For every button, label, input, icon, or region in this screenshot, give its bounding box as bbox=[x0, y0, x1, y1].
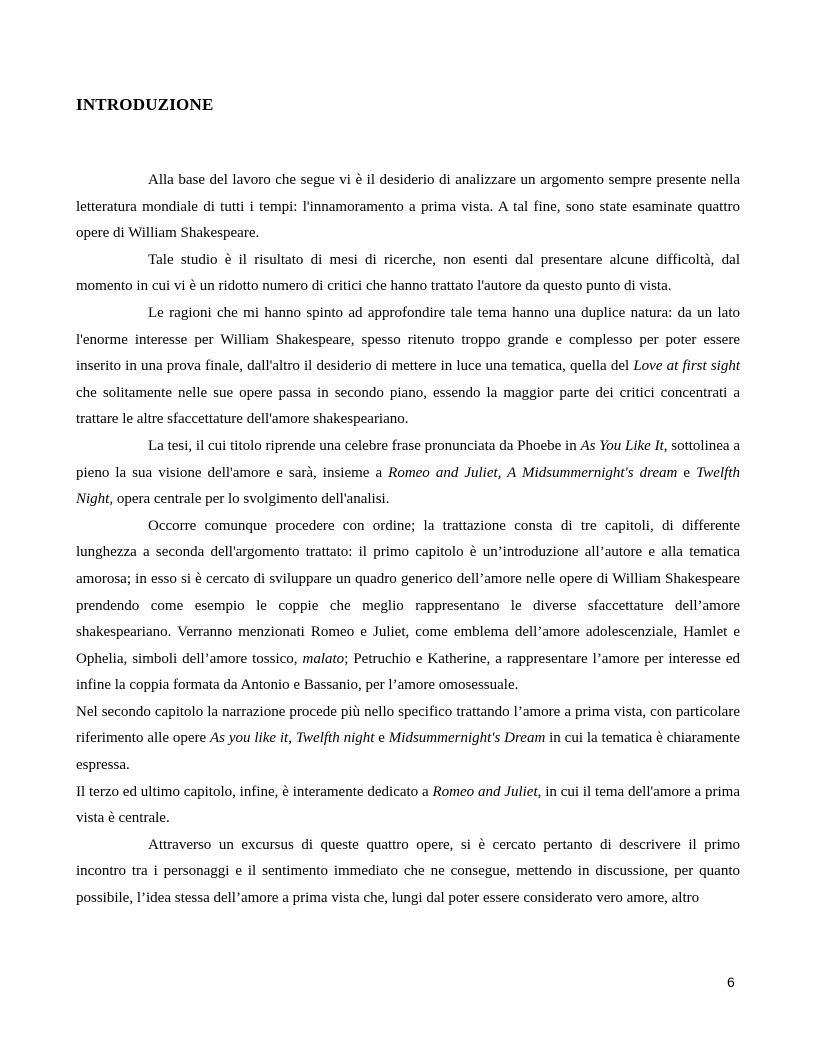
text-run: , in cui il tema dell'amore a prima vista è centrale. bbox=[76, 783, 740, 827]
page-number: 6 bbox=[727, 974, 735, 990]
italic-title: As You Like It bbox=[580, 437, 664, 454]
italic-title: As you like it, Twelfth night bbox=[210, 730, 375, 747]
text-run: che solitamente nelle sue opere passa in secondo piano, essendo la maggior parte dei critici concentrati a trattare le altre sfaccettature dell'amore shakespeariano. bbox=[76, 384, 740, 428]
italic-word: malato bbox=[302, 650, 345, 667]
paragraph-4 bbox=[76, 433, 740, 513]
paragraph-6 bbox=[76, 699, 740, 779]
text-run: e bbox=[374, 730, 389, 747]
italic-title: Midsummernight's Dream bbox=[388, 730, 546, 747]
text-run: La tesi, il cui titolo riprende una celebre frase pronunciata da Phoebe in bbox=[148, 437, 581, 454]
paragraph-8: Attraverso un excursus di queste quattro opere, si è cercato pertanto di descrivere il primo incontro tra i personaggi e il sentimento immediato che ne consegue, mettendo in discussione, per quanto possibile, l’idea stessa dell’amore a prima vista che, lungi dal poter essere considerato vero amore, altro bbox=[76, 836, 740, 907]
text-run: Occorre comunque procedere con ordine; la trattazione consta di tre capitoli, di differente lunghezza a seconda dell'argomento trattato: il primo capitolo è un’introduzione all’autore e alla tematica amorosa; in esso si è cercato di sviluppare un quadro generico dell’amore nelle opere di William Shakespeare prendendo come esempio le coppie che meglio rappresentano le diverse sfaccettature dell’amore shakespeariano. Verranno menzionati Romeo e Juliet, come emblema dell’amore adolescenziale, Hamlet e Ophelia, simboli dell’amore tossico, bbox=[76, 517, 740, 667]
text-run: opera centrale per lo svolgimento dell'analisi. bbox=[113, 491, 390, 508]
paragraph-3 bbox=[76, 300, 740, 433]
text-run: Il terzo ed ultimo capitolo, infine, è interamente dedicato a bbox=[76, 783, 433, 800]
italic-title: Twelfth Night, bbox=[76, 464, 740, 508]
page-title: INTRODUZIONE bbox=[76, 95, 214, 114]
text-run: Nel secondo capitolo la narrazione procede più nello specifico trattando l’amore a prima vista, con particolare riferimento alle opere bbox=[76, 703, 740, 747]
text-run: Le ragioni che mi hanno spinto ad approfondire tale tema hanno una duplice natura: da un lato l'enorme interesse per William Shakespeare, spesso ritenuto troppo grande e complesso per poter essere inserito in una prova finale, dall'altro il desiderio di mettere in luce una tematica, quella del bbox=[76, 304, 740, 375]
paragraph-1: Alla base del lavoro che segue vi è il desiderio di analizzare un argomento sempre presente nella letteratura mondiale di tutti i tempi: l'innamoramento a prima vista. A tal fine, sono state esaminate quattro opere di William Shakespeare. bbox=[76, 172, 740, 242]
text-run: , sottolinea a pieno la sua visione dell'amore e sarà, insieme a bbox=[76, 437, 741, 481]
text-run: e bbox=[677, 464, 697, 481]
italic-title: Romeo and Juliet, A Midsummernight's dream bbox=[388, 464, 678, 481]
paragraph-5 bbox=[76, 513, 740, 699]
italic-title: Love at first sight bbox=[633, 358, 740, 375]
text-run: in cui la tematica è chiaramente espressa. bbox=[76, 730, 740, 774]
body-text bbox=[76, 167, 740, 912]
italic-title: Romeo and Juliet bbox=[432, 783, 538, 800]
paragraph-2: Tale studio è il risultato di mesi di ricerche, non esenti dal presentare alcune difficoltà, dal momento in cui vi è un ridotto numero di critici che hanno trattato l'autore da questo punto di vista. bbox=[76, 251, 740, 295]
text-run: ; Petruchio e Katherine, a rappresentare l’amore per interesse ed infine la coppia formata da Antonio e Bassanio, per l’amore omosessuale. bbox=[76, 650, 740, 694]
paragraph-7 bbox=[76, 779, 740, 832]
